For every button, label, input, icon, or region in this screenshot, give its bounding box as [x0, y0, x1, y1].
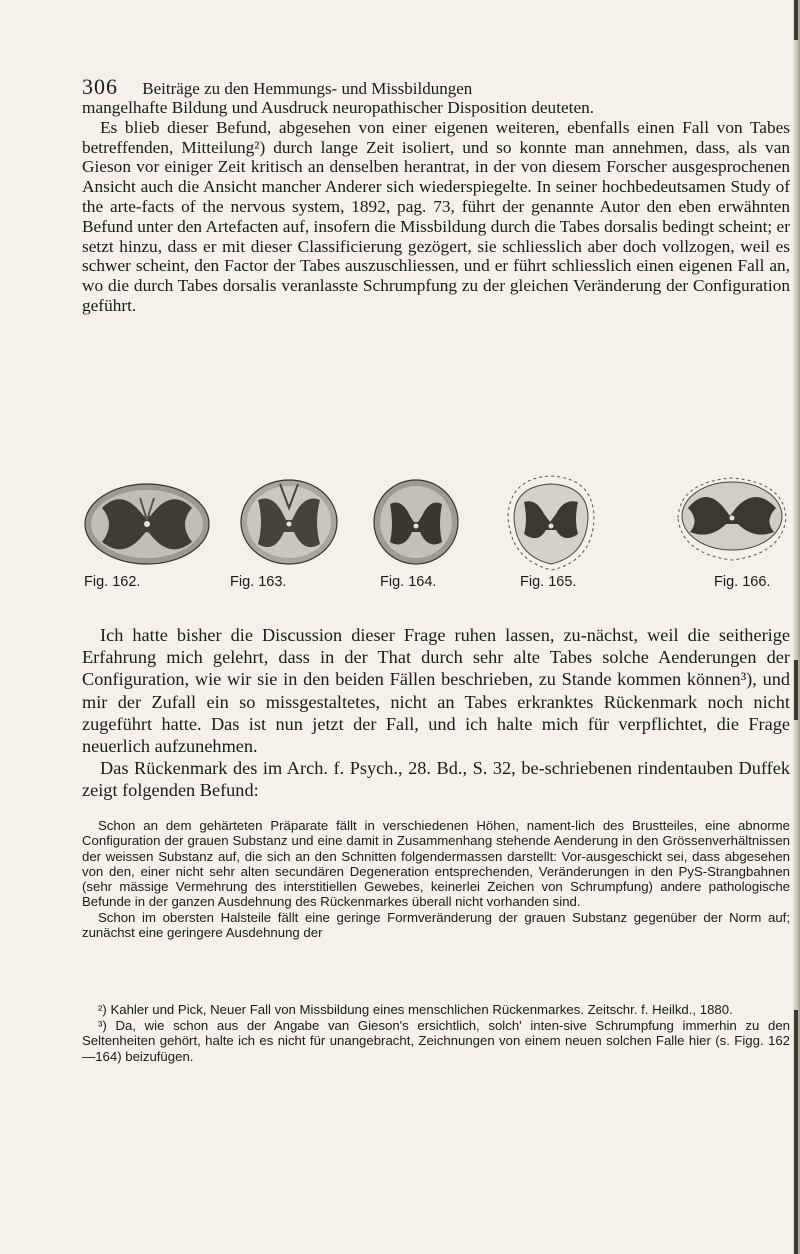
- spinal-cord-section-fig-166: [670, 468, 794, 568]
- footnote: ³) Da, wie schon aus der Angabe van Gieson's ersichtlich, solch' inten-sive Schrumpfung immerhin zu den Seltenheiten gehört, halte ich es nicht für unangebracht, Zeichnungen von einem neuen solchen Falle hier (s. Figg. 162—164) beizufügen.: [82, 1017, 790, 1064]
- paragraph: Schon im obersten Halsteile fällt eine geringe Formveränderung der grauen Substanz gegenüber der Norm auf; zunächst eine geringere Ausdehnung der: [82, 909, 790, 941]
- figure-label: Fig. 166.: [714, 574, 771, 590]
- figure-label: Fig. 162.: [84, 574, 141, 590]
- spinal-cord-section-fig-162: [82, 468, 212, 568]
- footnote: ²) Kahler und Pick, Neuer Fall von Missbildung eines menschlichen Rückenmarkes. Zeitschr. f. Heilkd., 1880.: [98, 1002, 733, 1017]
- paragraph: Schon an dem gehärteten Präparate fällt in verschiedenen Höhen, nament-lich des Brustteiles, eine abnorme Configuration der grauen Substanz und eine damit in Zusammenhang stehende Aenderung in den Grössenverhältnissen der weissen Substanz auf, die sich an den Schnitten folgendermassen darstellt: Vor-ausgeschickt sei, dass abgesehen von den, einer nicht sehr alten secundären Degeneration entsprechenden, Veränderungen in den PyS-Strangbahnen (sehr mässige Vermehrung des interstitiellen Gewebes, keinerlei Zeichen von Schrumpfung) andere pathologische Befunde in der ganzen Ausdehnung des Rückenmarkes überall nicht vorhanden sind.: [82, 818, 790, 910]
- small-print-findings: [82, 818, 790, 940]
- spinal-cord-section-fig-165: [496, 468, 606, 580]
- running-title: Beiträge zu den Hemmungs- und Missbildungen: [142, 79, 473, 98]
- spinal-cord-section-fig-163: [234, 468, 344, 568]
- paragraph: mangelhafte Bildung und Ausdruck neuropathischer Disposition deuteten.: [82, 98, 595, 117]
- figure-label: Fig. 164.: [380, 574, 437, 590]
- footnotes: [82, 1002, 790, 1064]
- spinal-cord-section-fig-164: [368, 468, 464, 568]
- paragraph: Das Rückenmark des im Arch. f. Psych., 28. Bd., S. 32, be-schriebenen rindentauben Duffek zeigt folgenden Befund:: [82, 758, 790, 801]
- edge-mark: [794, 660, 798, 720]
- figure-row: [82, 468, 794, 608]
- paragraph: Ich hatte bisher die Discussion dieser Frage ruhen lassen, zu-nächst, weil die seitherige Erfahrung mich gelehrt, dass in der That durch sehr alte Tabes solche Aenderungen der Configuration, wie wir sie in den beiden Fällen beschrieben, zu Stande kommen können³), und mir der Zufall ein so missgestaltetes, nicht an Tabes erkranktes Rückenmark noch nicht zugeführt hatte. Das ist nun jetzt der Fall, und ich halte mich für verpflichtet, die Frage neuerlich aufzunehmen.: [82, 625, 790, 757]
- figure-label: Fig. 163.: [230, 574, 287, 590]
- figure-label: Fig. 165.: [520, 574, 577, 590]
- paragraph: Es blieb dieser Befund, abgesehen von einer eigenen weiteren, ebenfalls einen Fall von Tabes betreffenden, Mitteilung²) durch lange Zeit isoliert, und so konnte man annehmen, dass, als van Gieson vor einiger Zeit kritisch an denselben herantrat, in der von diesem Forscher ausgesprochenen Ansicht auch die Ansicht mancher Anderer sich wiederspiegelte. In seiner hochbedeutsamen Study of the arte-facts of the nervous system, 1892, pag. 73, führt der genannte Autor den eben erwähnten Befund unter den Artefacten auf, insofern die Missbildung durch die Tabes dorsalis bedingt scheint; er setzt hinzu, dass er mit dieser Classificierung gezögert, sie schliesslich aber doch vollzogen, weil es schwer scheint, den Factor der Tabes auszuschliessen, und er führt schliesslich einen eigenen Fall an, wo die durch Tabes dorsalis veranlasste Schrumpfung zu der gleichen Veränderung der Configuration geführt.: [82, 117, 790, 315]
- page-edge: [793, 0, 800, 1254]
- body-text-top: [82, 98, 790, 316]
- running-head: [82, 74, 782, 100]
- edge-mark: [794, 0, 798, 40]
- edge-mark: [794, 1010, 798, 1254]
- body-text-middle: [82, 624, 790, 802]
- page-number: 306: [82, 74, 118, 99]
